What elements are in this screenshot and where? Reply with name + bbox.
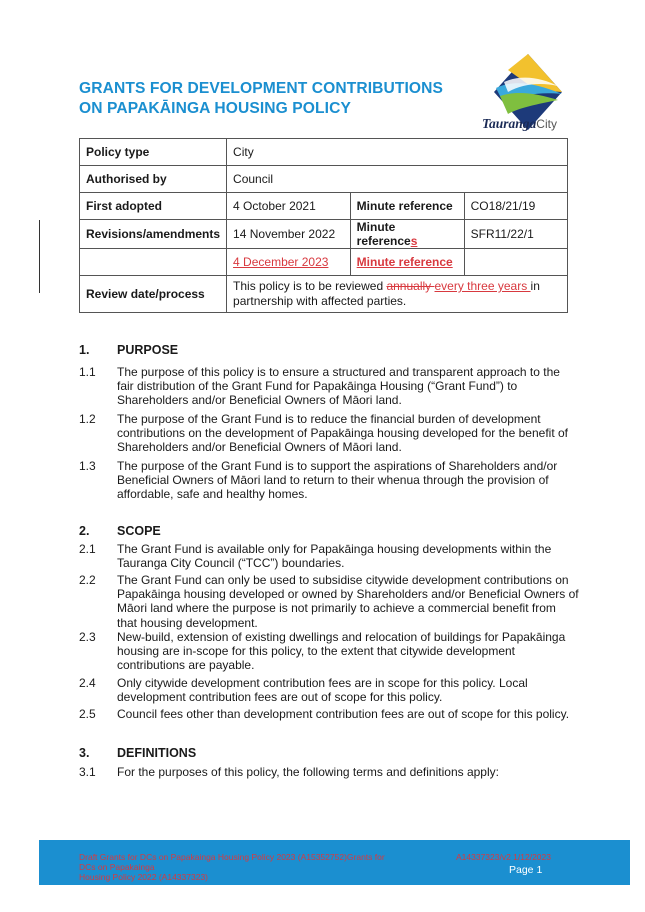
paragraph-1-1 xyxy=(79,365,579,408)
minute-references-value: SFR11/22/1 xyxy=(464,220,567,249)
empty-cell xyxy=(464,249,567,276)
paragraph-number: 2.2 xyxy=(79,573,96,587)
paragraph-2-2 xyxy=(79,573,579,630)
logo-wordmark xyxy=(482,116,557,132)
revision-added-date: 4 December 2023 xyxy=(227,249,351,276)
paragraph-text: New-build, extension of existing dwellings and relocation of buildings for Papakāinga housing are in-scope for this policy, to the extent that citywide development contributions are payable. xyxy=(117,630,566,673)
paragraph-1-3 xyxy=(79,459,579,502)
paragraph-1-2 xyxy=(79,412,579,455)
footer-document-ref xyxy=(391,852,551,862)
table-row xyxy=(80,193,568,220)
review-text-after-line-2: partnership with affected parties. xyxy=(233,294,407,308)
authorised-by-label: Authorised by xyxy=(80,166,227,193)
footer-document-name xyxy=(79,852,389,882)
section-heading-purpose xyxy=(79,343,178,357)
paragraph-text: Council fees other than development contribution fees are out of scope for this policy. xyxy=(117,707,570,721)
first-adopted-label: First adopted xyxy=(80,193,227,220)
review-label: Review date/process xyxy=(80,276,227,313)
footer-left-line-2: Housing Policy 2022 (A14337323) xyxy=(79,872,209,882)
paragraph-text: The purpose of the Grant Fund is to support the aspirations of Shareholders and/or Beneficial Owners of Māori land to return to their whenua through the provision of affordable, safe and healthy homes. xyxy=(117,459,558,502)
paragraph-text: The Grant Fund is available only for Papakāinga housing developments within the Tauranga City Council (“TCC”) boundaries. xyxy=(117,542,552,571)
paragraph-text: For the purposes of this policy, the following terms and definitions apply: xyxy=(117,765,499,779)
review-value xyxy=(227,276,568,313)
page-footer xyxy=(39,840,630,885)
paragraph-number: 1.3 xyxy=(79,459,96,473)
revision-added-minute-label: Minute reference xyxy=(350,249,464,276)
footer-right-line-2: A14337323/v2 1/12/2023 xyxy=(455,852,551,862)
section-title: SCOPE xyxy=(117,524,161,538)
paragraph-2-1 xyxy=(79,542,579,570)
paragraph-3-1 xyxy=(79,765,579,779)
section-number: 3. xyxy=(79,746,90,760)
revisions-value: 14 November 2022 xyxy=(227,220,351,249)
paragraph-2-5 xyxy=(79,707,579,721)
table-row xyxy=(80,276,568,313)
section-title: DEFINITIONS xyxy=(117,746,197,760)
page-number: Page 1 xyxy=(509,864,543,876)
table-row xyxy=(80,220,568,249)
policy-title-line-1: GRANTS FOR DEVELOPMENT CONTRIBUTIONS xyxy=(79,80,443,97)
paragraph-2-3 xyxy=(79,630,579,673)
empty-cell xyxy=(80,249,227,276)
logo-name: Tauranga xyxy=(482,116,537,131)
section-heading-scope xyxy=(79,524,161,538)
paragraph-text: The Grant Fund can only be used to subsidise citywide development contributions on Papakāinga housing developed or owned by Shareholders and/or Beneficial Owners of Māori land where the purpose is not primarily to achieve a commercial benefit from that housing development. xyxy=(117,573,579,630)
logo-suffix: City xyxy=(536,117,557,131)
paragraph-number: 1.2 xyxy=(79,412,96,426)
policy-info-table xyxy=(79,138,568,313)
table-row xyxy=(80,139,568,166)
section-number: 2. xyxy=(79,524,90,538)
paragraph-text: The purpose of this policy is to ensure a structured and transparent approach to the fair distribution of the Grant Fund for Papakāinga Housing (“Grant Fund”) to Shareholders and/or Beneficial Owners of Māori land. xyxy=(117,365,560,408)
authorised-by-value: Council xyxy=(227,166,568,193)
policy-title-line-2: ON PAPAKĀINGA HOUSING POLICY xyxy=(79,100,351,117)
minute-references-label xyxy=(350,220,464,249)
review-inserted-text: every three years xyxy=(434,279,531,293)
review-deleted-text: annually xyxy=(386,279,435,293)
paragraph-number: 2.1 xyxy=(79,542,96,556)
section-heading-definitions xyxy=(79,746,196,760)
review-text-before: This policy is to be reviewed xyxy=(233,279,387,293)
paragraph-number: 2.3 xyxy=(79,630,96,644)
change-bar xyxy=(39,220,40,293)
footer-left-line-1: Draft Grants for DCs on Papakainga Housing Policy 2023 (A15352752)Grants for DCs on Papakainga xyxy=(79,852,385,872)
minute-references-label-main: Minute reference xyxy=(356,220,411,248)
paragraph-number: 3.1 xyxy=(79,765,96,779)
table-row xyxy=(80,249,568,276)
minute-reference-label: Minute reference xyxy=(350,193,464,220)
policy-type-label: Policy type xyxy=(80,139,227,166)
section-number: 1. xyxy=(79,343,90,357)
paragraph-number: 2.4 xyxy=(79,676,96,690)
minute-references-label-inserted: s xyxy=(410,234,418,248)
paragraph-2-4 xyxy=(79,676,579,704)
paragraph-number: 1.1 xyxy=(79,365,96,379)
paragraph-text: Only citywide development contribution fees are in scope for this policy. Local development contribution fees are out of scope for this policy. xyxy=(117,676,528,705)
policy-title xyxy=(79,79,499,119)
section-title: PURPOSE xyxy=(117,343,179,357)
review-text-after: in xyxy=(530,279,540,293)
policy-type-value: City xyxy=(227,139,568,166)
paragraph-text: The purpose of the Grant Fund is to reduce the financial burden of development contributions on the development of Papakāinga housing developed for the benefit of Shareholders and/or Beneficial Owners of Māori land. xyxy=(117,412,568,455)
minute-reference-value: CO18/21/19 xyxy=(464,193,567,220)
first-adopted-value: 4 October 2021 xyxy=(227,193,351,220)
revisions-label: Revisions/amendments xyxy=(80,220,227,249)
table-row xyxy=(80,166,568,193)
paragraph-number: 2.5 xyxy=(79,707,96,721)
